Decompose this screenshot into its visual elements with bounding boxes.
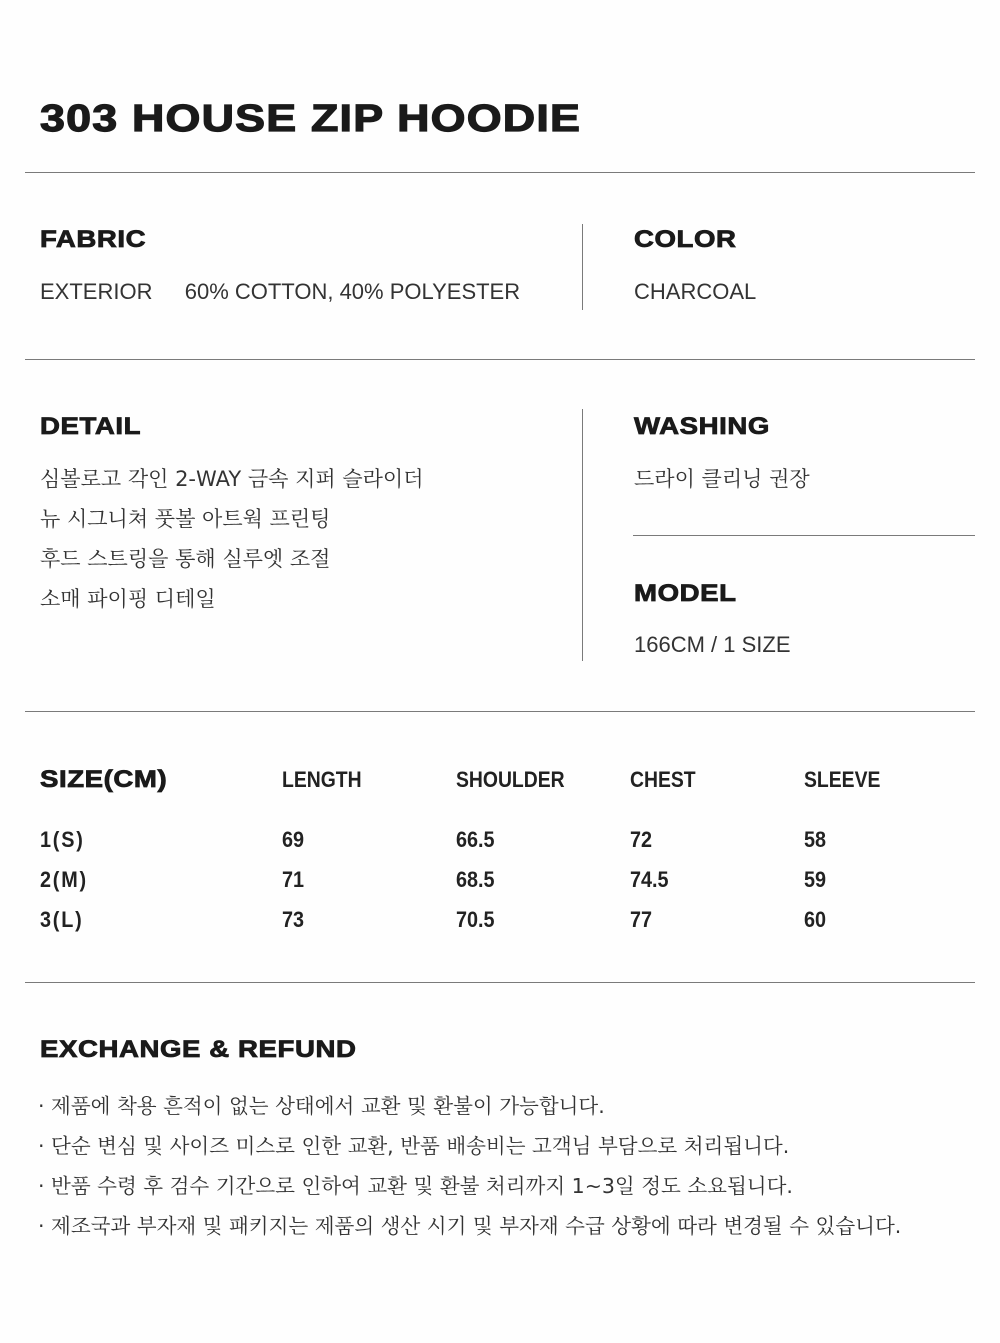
column-divider: [582, 409, 583, 661]
table-cell: 59: [804, 867, 827, 892]
color-value: CHARCOAL: [634, 279, 757, 304]
column-divider: [582, 224, 583, 310]
table-cell: 77: [630, 907, 653, 932]
model-heading: MODEL: [634, 580, 737, 607]
table-cell: 69: [282, 827, 305, 852]
divider: [633, 535, 975, 536]
divider: [25, 982, 975, 983]
refund-line: · 제조국과 부자재 및 패키지는 제품의 생산 시기 및 부자재 수급 상황에 따라 변경될 수 있습니다.: [38, 1214, 902, 1238]
refund-heading: EXCHANGE & REFUND: [40, 1036, 357, 1063]
refund-list: [38, 1086, 901, 1246]
size-heading: SIZE(CM): [40, 766, 168, 793]
detail-line: 심볼로고 각인 2-WAY 금속 지퍼 슬라이더: [40, 467, 424, 491]
detail-list: [40, 459, 424, 619]
refund-line: · 단순 변심 및 사이즈 미스로 인한 교환, 반품 배송비는 고객님 부담으로 처리됩니다.: [38, 1134, 790, 1158]
color-heading: COLOR: [634, 226, 737, 253]
divider: [25, 172, 975, 173]
divider: [25, 711, 975, 712]
column-header-chest: CHEST: [630, 767, 696, 792]
washing-value: 드라이 클리닝 권장: [634, 467, 810, 491]
size-label: 1(S): [40, 827, 85, 852]
column-header-sleeve: SLEEVE: [804, 767, 881, 792]
table-cell: 73: [282, 907, 305, 932]
detail-heading: DETAIL: [40, 413, 142, 440]
fabric-heading: FABRIC: [40, 226, 147, 253]
table-cell: 66.5: [456, 827, 495, 852]
fabric-label: EXTERIOR: [40, 279, 153, 304]
fabric-value: 60% COTTON, 40% POLYESTER: [184, 279, 521, 304]
model-value: 166CM / 1 SIZE: [634, 632, 791, 657]
detail-line: 뉴 시그니쳐 풋볼 아트웍 프린팅: [40, 507, 331, 531]
table-cell: 71: [282, 867, 305, 892]
refund-line: · 제품에 착용 흔적이 없는 상태에서 교환 및 환불이 가능합니다.: [38, 1094, 605, 1118]
table-cell: 74.5: [630, 867, 669, 892]
product-title: 303 HOUSE ZIP HOODIE: [40, 98, 582, 140]
table-cell: 58: [804, 827, 827, 852]
table-cell: 60: [804, 907, 827, 932]
size-label: 3(L): [40, 907, 84, 932]
refund-line: · 반품 수령 후 검수 기간으로 인하여 교환 및 환불 처리까지 1~3일 정도 소요됩니다.: [38, 1174, 793, 1198]
table-cell: 70.5: [456, 907, 495, 932]
table-cell: 72: [630, 827, 653, 852]
column-header-shoulder: SHOULDER: [456, 767, 565, 792]
divider: [25, 359, 975, 360]
detail-line: 소매 파이핑 디테일: [40, 587, 216, 611]
fabric-info: [40, 272, 520, 312]
size-label: 2(M): [40, 867, 88, 892]
column-header-length: LENGTH: [282, 767, 362, 792]
detail-line: 후드 스트링을 통해 실루엣 조절: [40, 547, 331, 571]
washing-heading: WASHING: [634, 413, 770, 440]
table-cell: 68.5: [456, 867, 495, 892]
